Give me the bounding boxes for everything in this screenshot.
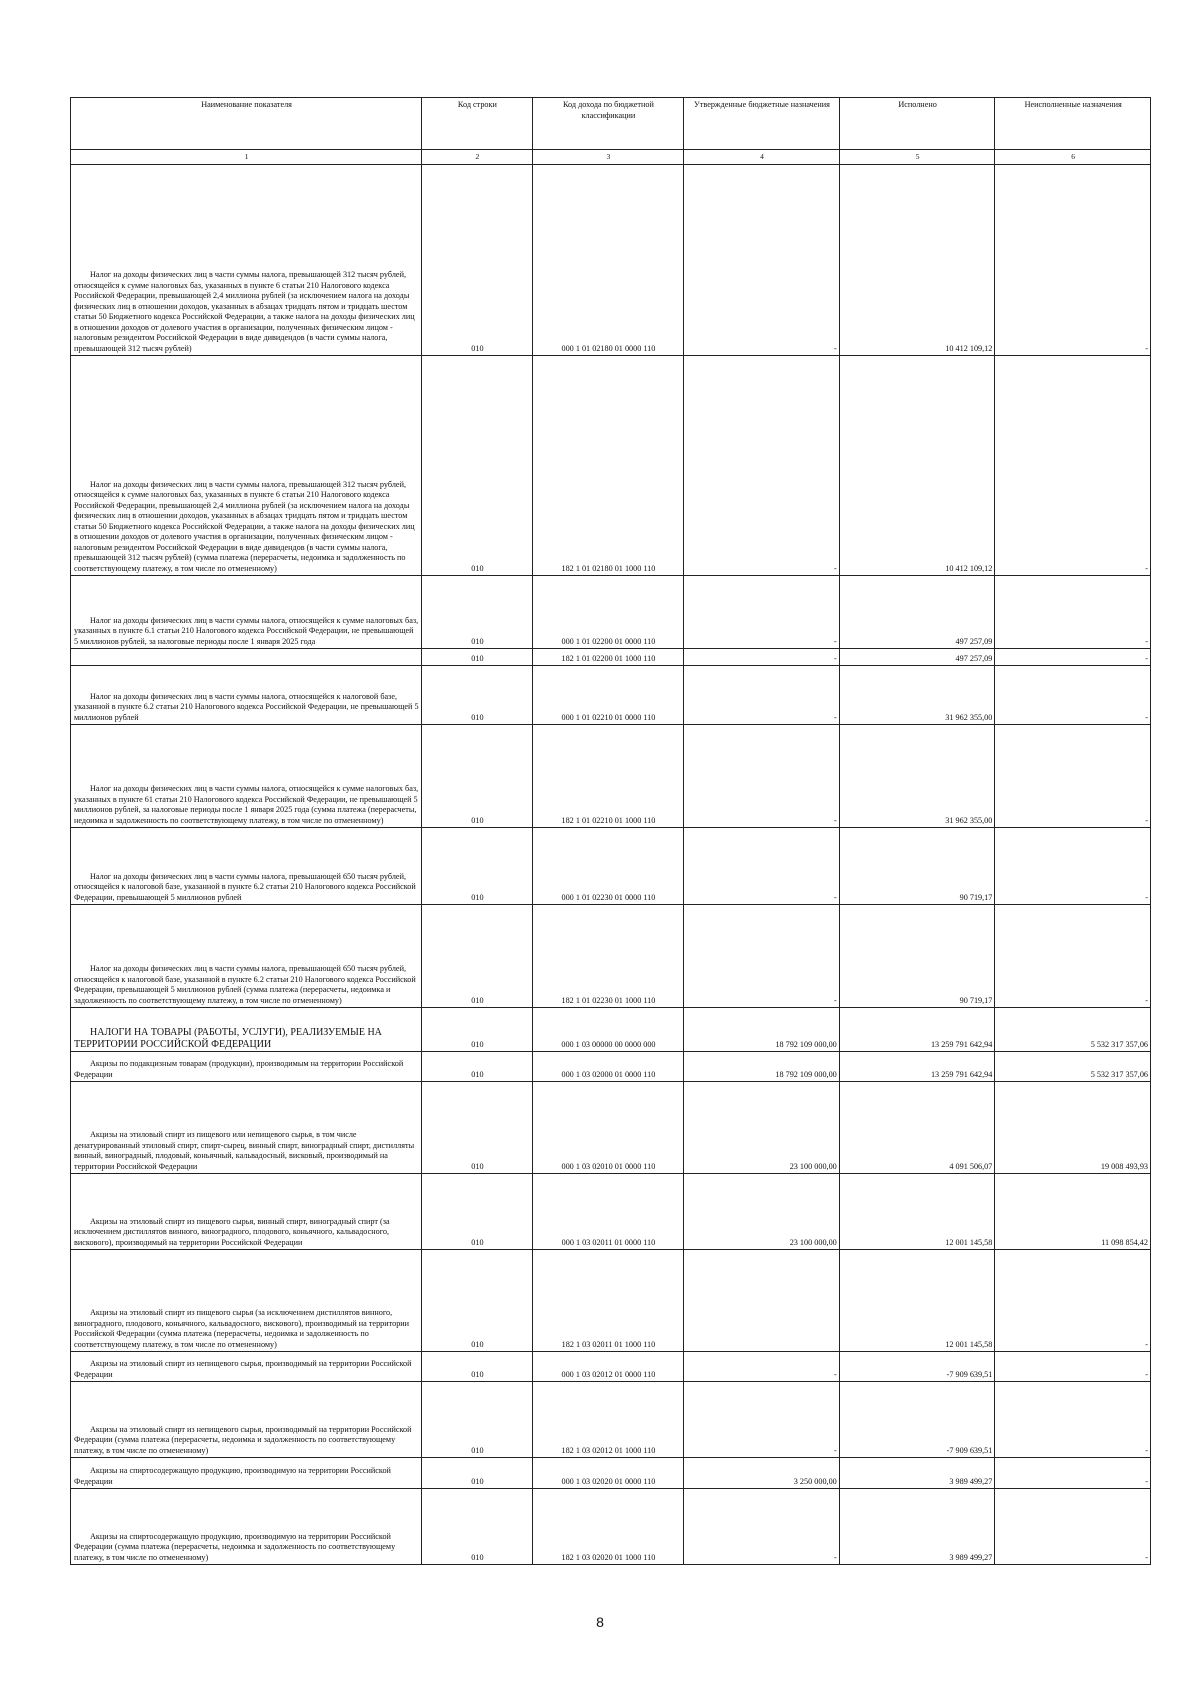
executed-amount: 13 259 791 642,94	[839, 1008, 995, 1052]
unexecuted-amount: -	[995, 725, 1151, 828]
approved-amount: -	[684, 725, 840, 828]
income-code: 182 1 01 02180 01 1000 110	[532, 356, 684, 576]
table-row	[71, 1082, 1151, 1174]
income-code: 000 1 03 00000 00 0000 000	[532, 1008, 684, 1052]
executed-amount: 13 259 791 642,94	[839, 1052, 995, 1082]
approved-amount: -	[684, 666, 840, 725]
approved-amount	[684, 1250, 840, 1352]
executed-amount: 90 719,17	[839, 905, 995, 1008]
unexecuted-amount: -	[995, 828, 1151, 905]
approved-amount: -	[684, 905, 840, 1008]
line-code: 010	[422, 1008, 533, 1052]
table-row	[71, 725, 1151, 828]
approved-amount: 18 792 109 000,00	[684, 1052, 840, 1082]
approved-amount: 18 792 109 000,00	[684, 1008, 840, 1052]
table-row	[71, 576, 1151, 649]
table-row	[71, 905, 1151, 1008]
line-code: 010	[422, 1250, 533, 1352]
unexecuted-amount: 11 098 854,42	[995, 1174, 1151, 1250]
table-row	[71, 649, 1151, 666]
indicator-name: Акцизы на этиловый спирт из пищевого или непищевого сырья, в том числе денатурированный этиловый спирт, спирт-сырец, винный спирт, виноградный спирт, дистилляты винный, виноградный, плодовый, коньячный, кальвадосный, висковый, производимый на территории Российской Федерации	[71, 1082, 422, 1174]
approved-amount: -	[684, 165, 840, 356]
line-code: 010	[422, 649, 533, 666]
budget-execution-table	[70, 97, 1151, 1565]
header-unexecuted: Неисполненные назначения	[995, 98, 1151, 150]
approved-amount: 23 100 000,00	[684, 1082, 840, 1174]
header-executed: Исполнено	[839, 98, 995, 150]
income-code: 000 1 03 02000 01 0000 110	[532, 1052, 684, 1082]
income-code: 182 1 01 02210 01 1000 110	[532, 725, 684, 828]
line-code: 010	[422, 1082, 533, 1174]
approved-amount: -	[684, 576, 840, 649]
executed-amount: 4 091 506,07	[839, 1082, 995, 1174]
header-row	[71, 98, 1151, 150]
income-code: 000 1 01 02210 01 0000 110	[532, 666, 684, 725]
column-number: 2	[422, 150, 533, 165]
line-code: 010	[422, 356, 533, 576]
income-code: 182 1 01 02230 01 1000 110	[532, 905, 684, 1008]
executed-amount: 10 412 109,12	[839, 356, 995, 576]
approved-amount: -	[684, 649, 840, 666]
table-row	[71, 666, 1151, 725]
income-code: 000 1 03 02010 01 0000 110	[532, 1082, 684, 1174]
executed-amount: 3 989 499,27	[839, 1458, 995, 1489]
header-indicator-name: Наименование показателя	[71, 98, 422, 150]
line-code: 010	[422, 1174, 533, 1250]
line-code: 010	[422, 725, 533, 828]
column-number: 6	[995, 150, 1151, 165]
executed-amount: -7 909 639,51	[839, 1382, 995, 1458]
column-number: 3	[532, 150, 684, 165]
indicator-name: Акцизы по подакцизным товарам (продукции), производимым на территории Российской Федерации	[71, 1052, 422, 1082]
executed-amount: 12 001 145,58	[839, 1174, 995, 1250]
indicator-name: Акцизы на этиловый спирт из непищевого сырья, производимый на территории Российской Федерации	[71, 1352, 422, 1382]
unexecuted-amount: -	[995, 1250, 1151, 1352]
unexecuted-amount: -	[995, 1352, 1151, 1382]
table-row	[71, 165, 1151, 356]
indicator-name: НАЛОГИ НА ТОВАРЫ (РАБОТЫ, УСЛУГИ), РЕАЛИЗУЕМЫЕ НА ТЕРРИТОРИИ РОССИЙСКОЙ ФЕДЕРАЦИИ	[71, 1008, 422, 1052]
income-code: 182 1 03 02020 01 1000 110	[532, 1489, 684, 1565]
indicator-name: Налог на доходы физических лиц в части суммы налога, относящейся к сумме налоговых баз, указанных в пункте 6.1 статьи 210 Налогового кодекса Российской Федерации, не превышающей 5 миллионов рублей, за налоговые периоды после 1 января 2025 года	[71, 576, 422, 649]
unexecuted-amount: 19 008 493,93	[995, 1082, 1151, 1174]
header-income-code: Код дохода по бюджетной классификации	[532, 98, 684, 150]
income-code: 000 1 03 02011 01 0000 110	[532, 1174, 684, 1250]
executed-amount: 497 257,09	[839, 649, 995, 666]
indicator-name: Налог на доходы физических лиц в части суммы налога, превышающей 650 тысяч рублей, относящейся к налоговой базе, указанной в пункте 6.2 статьи 210 Налогового кодекса Российской Федерации, превышающей 5 миллионов рублей	[71, 828, 422, 905]
executed-amount: -7 909 639,51	[839, 1352, 995, 1382]
income-code: 182 1 01 02200 01 1000 110	[532, 649, 684, 666]
unexecuted-amount: 5 532 317 357,06	[995, 1008, 1151, 1052]
line-code: 010	[422, 1489, 533, 1565]
table-row	[71, 1382, 1151, 1458]
unexecuted-amount: -	[995, 666, 1151, 725]
unexecuted-amount: -	[995, 576, 1151, 649]
table-row	[71, 1174, 1151, 1250]
table-row	[71, 1052, 1151, 1082]
indicator-name: Акцизы на спиртосодержащую продукцию, производимую на территории Российской Федерации	[71, 1458, 422, 1489]
approved-amount: -	[684, 1382, 840, 1458]
indicator-name: Налог на доходы физических лиц в части суммы налога, превышающей 650 тысяч рублей, относящейся к налоговой базе, указанной в пункте 6.2 статьи 210 Налогового кодекса Российской Федерации, превышающей 5 миллионов рублей (сумма платежа (перерасчеты, недоимка и задолженность по соответствующему платежу, в том числе по отмененному)	[71, 905, 422, 1008]
approved-amount: 23 100 000,00	[684, 1174, 840, 1250]
approved-amount: -	[684, 356, 840, 576]
executed-amount: 12 001 145,58	[839, 1250, 995, 1352]
indicator-name: Акцизы на этиловый спирт из пищевого сырья, винный спирт, виноградный спирт (за исключением дистиллятов винного, виноградного, плодового, коньячного, кальвадосного, вискового), производимый на территории Российской Федерации	[71, 1174, 422, 1250]
income-code: 182 1 03 02011 01 1000 110	[532, 1250, 684, 1352]
indicator-name: Налог на доходы физических лиц в части суммы налога, превышающей 312 тысяч рублей, относящейся к сумме налоговых баз, указанных в пункте 6 статьи 210 Налогового кодекса Российской Федерации, превышающей 2,4 миллиона рублей (за исключением налога на доходы физических лиц в отношении доходов, указанных в абзацах тридцать пятом и тридцать шестом статьи 50 Бюджетного кодекса Российской Федерации, а также налога на доходы физических лиц в отношении доходов от долевого участия в организации, полученных физическим лицом - налоговым резидентом Российской Федерации в виде дивидендов (в части суммы налога, превышающей 312 тысяч рублей)	[71, 165, 422, 356]
table-row	[71, 1458, 1151, 1489]
line-code: 010	[422, 165, 533, 356]
executed-amount: 3 989 499,27	[839, 1489, 995, 1565]
line-code: 010	[422, 828, 533, 905]
header-line-code: Код строки	[422, 98, 533, 150]
line-code: 010	[422, 576, 533, 649]
unexecuted-amount: -	[995, 905, 1151, 1008]
approved-amount: -	[684, 828, 840, 905]
line-code: 010	[422, 666, 533, 725]
income-code: 000 1 01 02180 01 0000 110	[532, 165, 684, 356]
column-number: 5	[839, 150, 995, 165]
income-code: 000 1 03 02012 01 0000 110	[532, 1352, 684, 1382]
approved-amount: 3 250 000,00	[684, 1458, 840, 1489]
table-row	[71, 828, 1151, 905]
income-code: 000 1 03 02020 01 0000 110	[532, 1458, 684, 1489]
page-number: 8	[596, 1614, 604, 1630]
line-code: 010	[422, 1352, 533, 1382]
table-row	[71, 1352, 1151, 1382]
unexecuted-amount: -	[995, 165, 1151, 356]
indicator-name: Акцизы на этиловый спирт из непищевого сырья, производимый на территории Российской Федерации (сумма платежа (перерасчеты, недоимка и задолженность по соответствующему платежу, в том числе по отмененному)	[71, 1382, 422, 1458]
column-number-row	[71, 150, 1151, 165]
line-code: 010	[422, 1458, 533, 1489]
line-code: 010	[422, 905, 533, 1008]
indicator-name: Акцизы на этиловый спирт из пищевого сырья (за исключением дистиллятов винного, виноградного, плодового, коньячного, кальвадосного, вискового), производимый на территории Российской Федерации (сумма платежа (перерасчеты, недоимка и задолженность по соответствующему платежу, в том числе по отмененному)	[71, 1250, 422, 1352]
executed-amount: 31 962 355,00	[839, 666, 995, 725]
approved-amount: -	[684, 1352, 840, 1382]
column-number: 4	[684, 150, 840, 165]
income-code: 182 1 03 02012 01 1000 110	[532, 1382, 684, 1458]
executed-amount: 10 412 109,12	[839, 165, 995, 356]
table-row	[71, 1489, 1151, 1565]
unexecuted-amount: -	[995, 649, 1151, 666]
table-row	[71, 356, 1151, 576]
executed-amount: 90 719,17	[839, 828, 995, 905]
executed-amount: 31 962 355,00	[839, 725, 995, 828]
indicator-name: Налог на доходы физических лиц в части суммы налога, относящейся к сумме налоговых баз, указанных в пункте 61 статьи 210 Налогового кодекса Российской Федерации, не превышающей 5 миллионов рублей, за налоговые периоды после 1 января 2025 года (сумма платежа (перерасчеты, недоимка и задолженность по соответствующему платежу, в том числе по отмененному)	[71, 725, 422, 828]
indicator-name: Налог на доходы физических лиц в части суммы налога, относящейся к налоговой базе, указанной в пункте 6.2 статьи 210 Налогового кодекса Российской Федерации, не превышающей 5 миллионов рублей	[71, 666, 422, 725]
line-code: 010	[422, 1382, 533, 1458]
unexecuted-amount: -	[995, 356, 1151, 576]
line-code: 010	[422, 1052, 533, 1082]
income-code: 000 1 01 02200 01 0000 110	[532, 576, 684, 649]
table-row	[71, 1008, 1151, 1052]
header-approved: Утвержденные бюджетные назначения	[684, 98, 840, 150]
unexecuted-amount: -	[995, 1489, 1151, 1565]
column-number: 1	[71, 150, 422, 165]
indicator-name: Акцизы на спиртосодержащую продукцию, производимую на территории Российской Федерации (сумма платежа (перерасчеты, недоимка и задолженность по соответствующему платежу, в том числе по отмененному)	[71, 1489, 422, 1565]
table-row	[71, 1250, 1151, 1352]
unexecuted-amount: -	[995, 1382, 1151, 1458]
executed-amount: 497 257,09	[839, 576, 995, 649]
unexecuted-amount: 5 532 317 357,06	[995, 1052, 1151, 1082]
approved-amount: -	[684, 1489, 840, 1565]
indicator-name: Налог на доходы физических лиц в части суммы налога, превышающей 312 тысяч рублей, относящейся к сумме налоговых баз, указанных в пункте 6 статьи 210 Налогового кодекса Российской Федерации, превышающей 2,4 миллиона рублей (за исключением налога на доходы физических лиц в отношении доходов, указанных в абзацах тридцать пятом и тридцать шестом статьи 50 Бюджетного кодекса Российской Федерации, а также налога на доходы физических лиц в отношении доходов от долевого участия в организации, полученных физическим лицом - налоговым резидентом Российской Федерации в виде дивидендов (в части суммы налога, превышающей 312 тысяч рублей) (сумма платежа (перерасчеты, недоимка и задолженность по соответствующему платежу, в том числе по отмененному)	[71, 356, 422, 576]
income-code: 000 1 01 02230 01 0000 110	[532, 828, 684, 905]
unexecuted-amount: -	[995, 1458, 1151, 1489]
indicator-name	[71, 649, 422, 666]
